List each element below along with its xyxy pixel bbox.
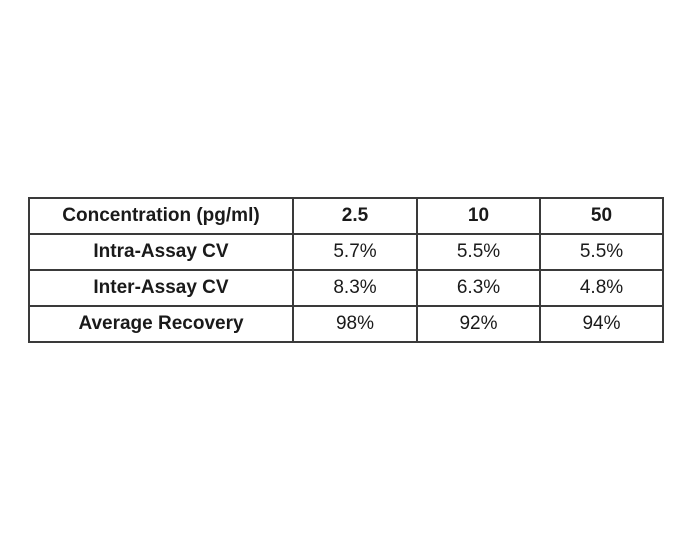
header-conc-10: 10 <box>417 198 540 234</box>
table-cell: 5.7% <box>293 234 417 270</box>
table-cell: 8.3% <box>293 270 417 306</box>
header-concentration: Concentration (pg/ml) <box>29 198 293 234</box>
header-conc-50: 50 <box>540 198 663 234</box>
table-row <box>29 306 663 342</box>
table-cell: 5.5% <box>417 234 540 270</box>
row-label-inter-assay-cv: Inter-Assay CV <box>29 270 293 306</box>
table-cell: 5.5% <box>540 234 663 270</box>
header-conc-2-5: 2.5 <box>293 198 417 234</box>
table-cell: 92% <box>417 306 540 342</box>
table-cell: 98% <box>293 306 417 342</box>
assay-performance-table <box>28 197 664 343</box>
table-cell: 94% <box>540 306 663 342</box>
table-cell: 6.3% <box>417 270 540 306</box>
table-row <box>29 270 663 306</box>
table-row <box>29 234 663 270</box>
row-label-intra-assay-cv: Intra-Assay CV <box>29 234 293 270</box>
table-header-row <box>29 198 663 234</box>
table-cell: 4.8% <box>540 270 663 306</box>
row-label-average-recovery: Average Recovery <box>29 306 293 342</box>
